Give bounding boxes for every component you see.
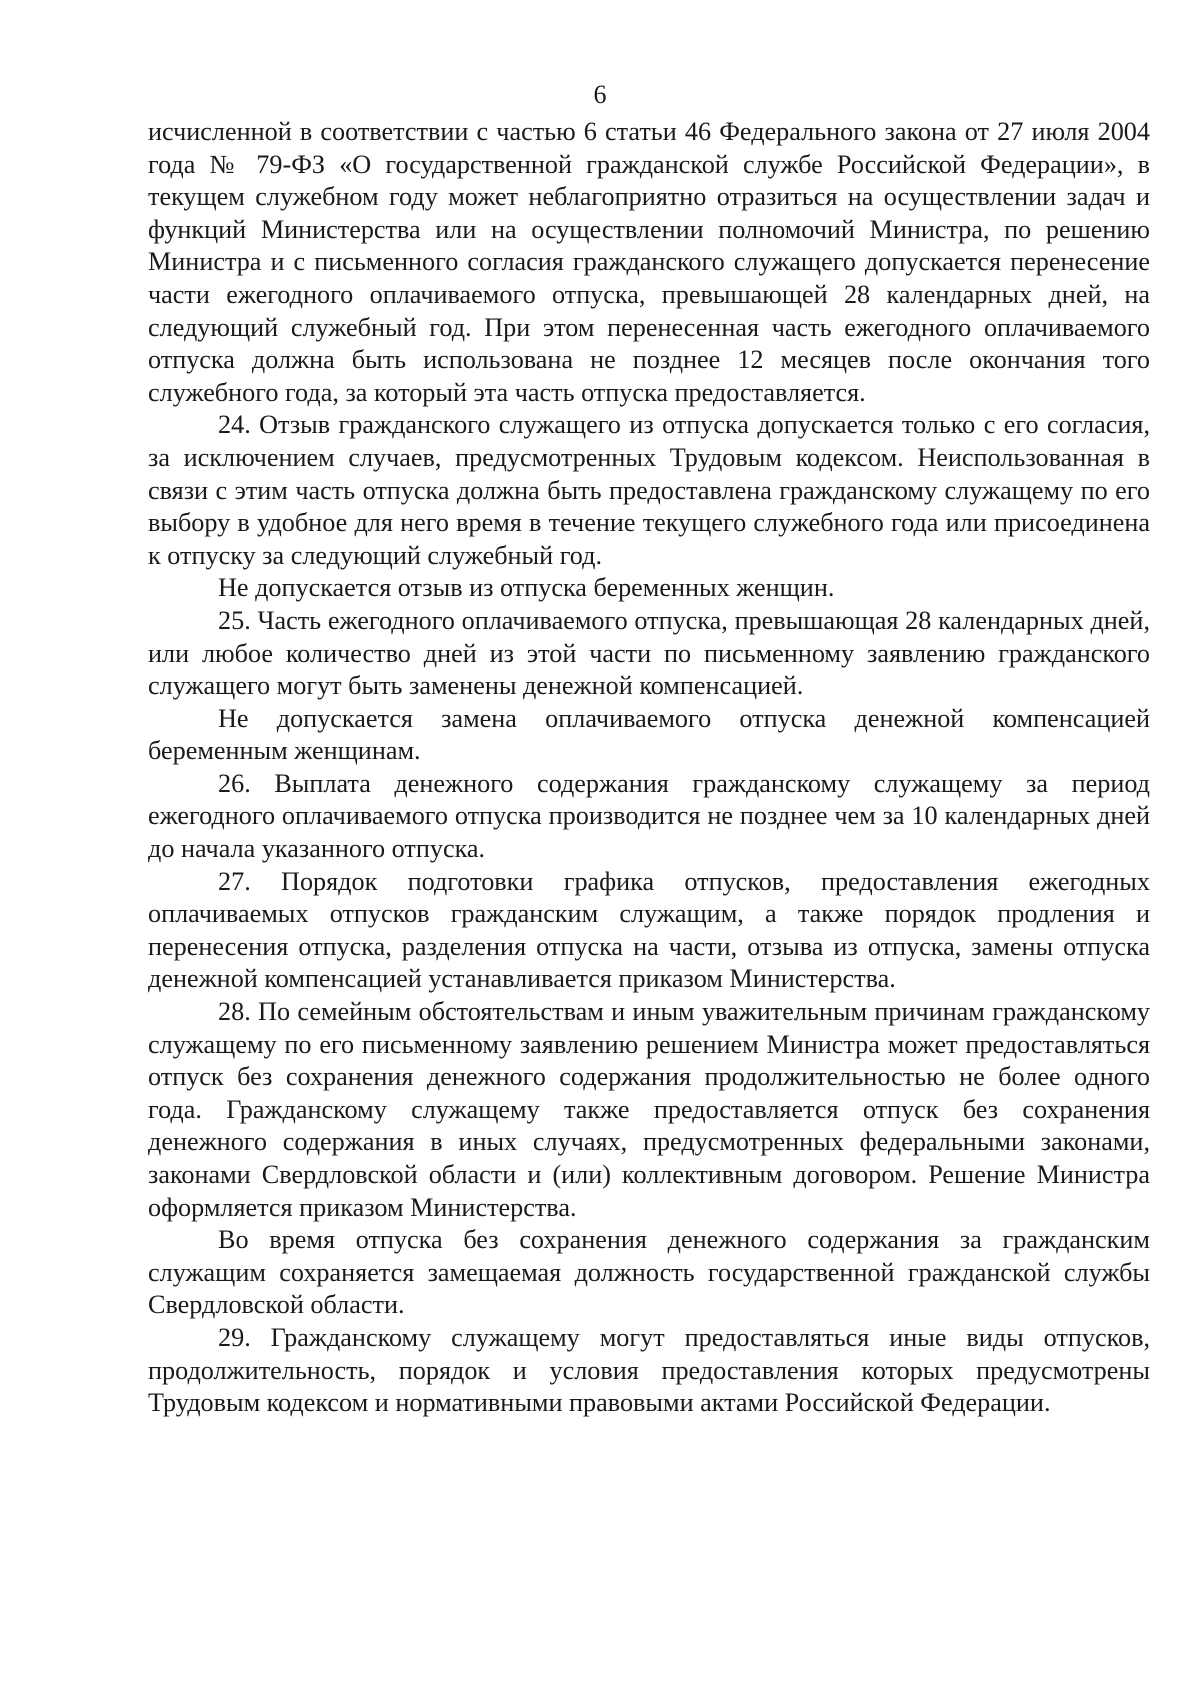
paragraph-recall-pregnant: Не допускается отзыв из отпуска беременных женщин. <box>218 573 835 603</box>
paragraph-clause-29: 29. Гражданскому служащему могут предоставляться иные виды отпусков, продолжительность, порядок и условия предоставления которых предусмотрены Трудовым кодексом и нормативными правовыми актами Российской Федерации. <box>148 1322 1150 1418</box>
paragraph-clause-26: 26. Выплата денежного содержания гражданскому служащему за период ежегодного оплачиваемого отпуска производится не позднее чем за 10 календарных дней до начала указанного отпуска. <box>148 768 1150 864</box>
page-number: 6 <box>593 80 607 109</box>
paragraph-clause-28: 28. По семейным обстоятельствам и иным уважительным причинам гражданскому служащему по его письменному заявлению решением Министра может предоставляться отпуск без сохранения денежного содержания продолжительностью не более одного года. Гражданскому служащему также предоставляется отпуск без сохранения денежного содержания в иных случаях, предусмотренных федеральными законами, законами Свердловской области и (или) коллективным договором. Решение Министра оформляется приказом Министерства. <box>148 997 1150 1222</box>
document-body <box>148 116 1150 1420</box>
paragraph-continuation: исчисленной в соответствии с частью 6 статьи 46 Федерального закона от 27 июля 2004 года № 79-ФЗ «О государственной гражданской службе Российской Федерации», в текущем служебном году может неблагоприятно отразиться на осуществлении задач и функций Министерства или на осуществлении полномочий Министра, по решению Министра и с письменного согласия гражданского служащего допускается перенесение части ежегодного оплачиваемого отпуска, превышающей 28 календарных дней, на следующий служебный год. При этом перенесенная часть ежегодного оплачиваемого отпуска должна быть использована не позднее 12 месяцев после окончания того служебного года, за который эта часть отпуска предоставляется. <box>148 117 1150 407</box>
paragraph-clause-27: 27. Порядок подготовки графика отпусков, предоставления ежегодных оплачиваемых отпусков гражданским служащим, а также порядок продления и перенесения отпуска, разделения отпуска на части, отзыва из отпуска, замены отпуска денежной компенсацией устанавливается приказом Министерства. <box>148 866 1150 994</box>
paragraph-compensation-pregnant: Не допускается замена оплачиваемого отпуска денежной компенсацией беременным женщинам. <box>148 703 1150 766</box>
paragraph-clause-24: 24. Отзыв гражданского служащего из отпуска допускается только с его согласия, за исключением случаев, предусмотренных Трудовым кодексом. Неиспользованная в связи с этим часть отпуска должна быть предоставлена гражданскому служащему по его выбору в удобное для него время в течение текущего служебного года или присоединена к отпуску за следующий служебный год. <box>148 410 1150 570</box>
paragraph-clause-25: 25. Часть ежегодного оплачиваемого отпуска, превышающая 28 календарных дней, или любое количество дней из этой части по письменному заявлению гражданского служащего могут быть заменены денежной компенсацией. <box>148 605 1150 701</box>
paragraph-unpaid-leave-position: Во время отпуска без сохранения денежного содержания за гражданским служащим сохраняется замещаемая должность государственной гражданской службы Свердловской области. <box>148 1225 1150 1320</box>
